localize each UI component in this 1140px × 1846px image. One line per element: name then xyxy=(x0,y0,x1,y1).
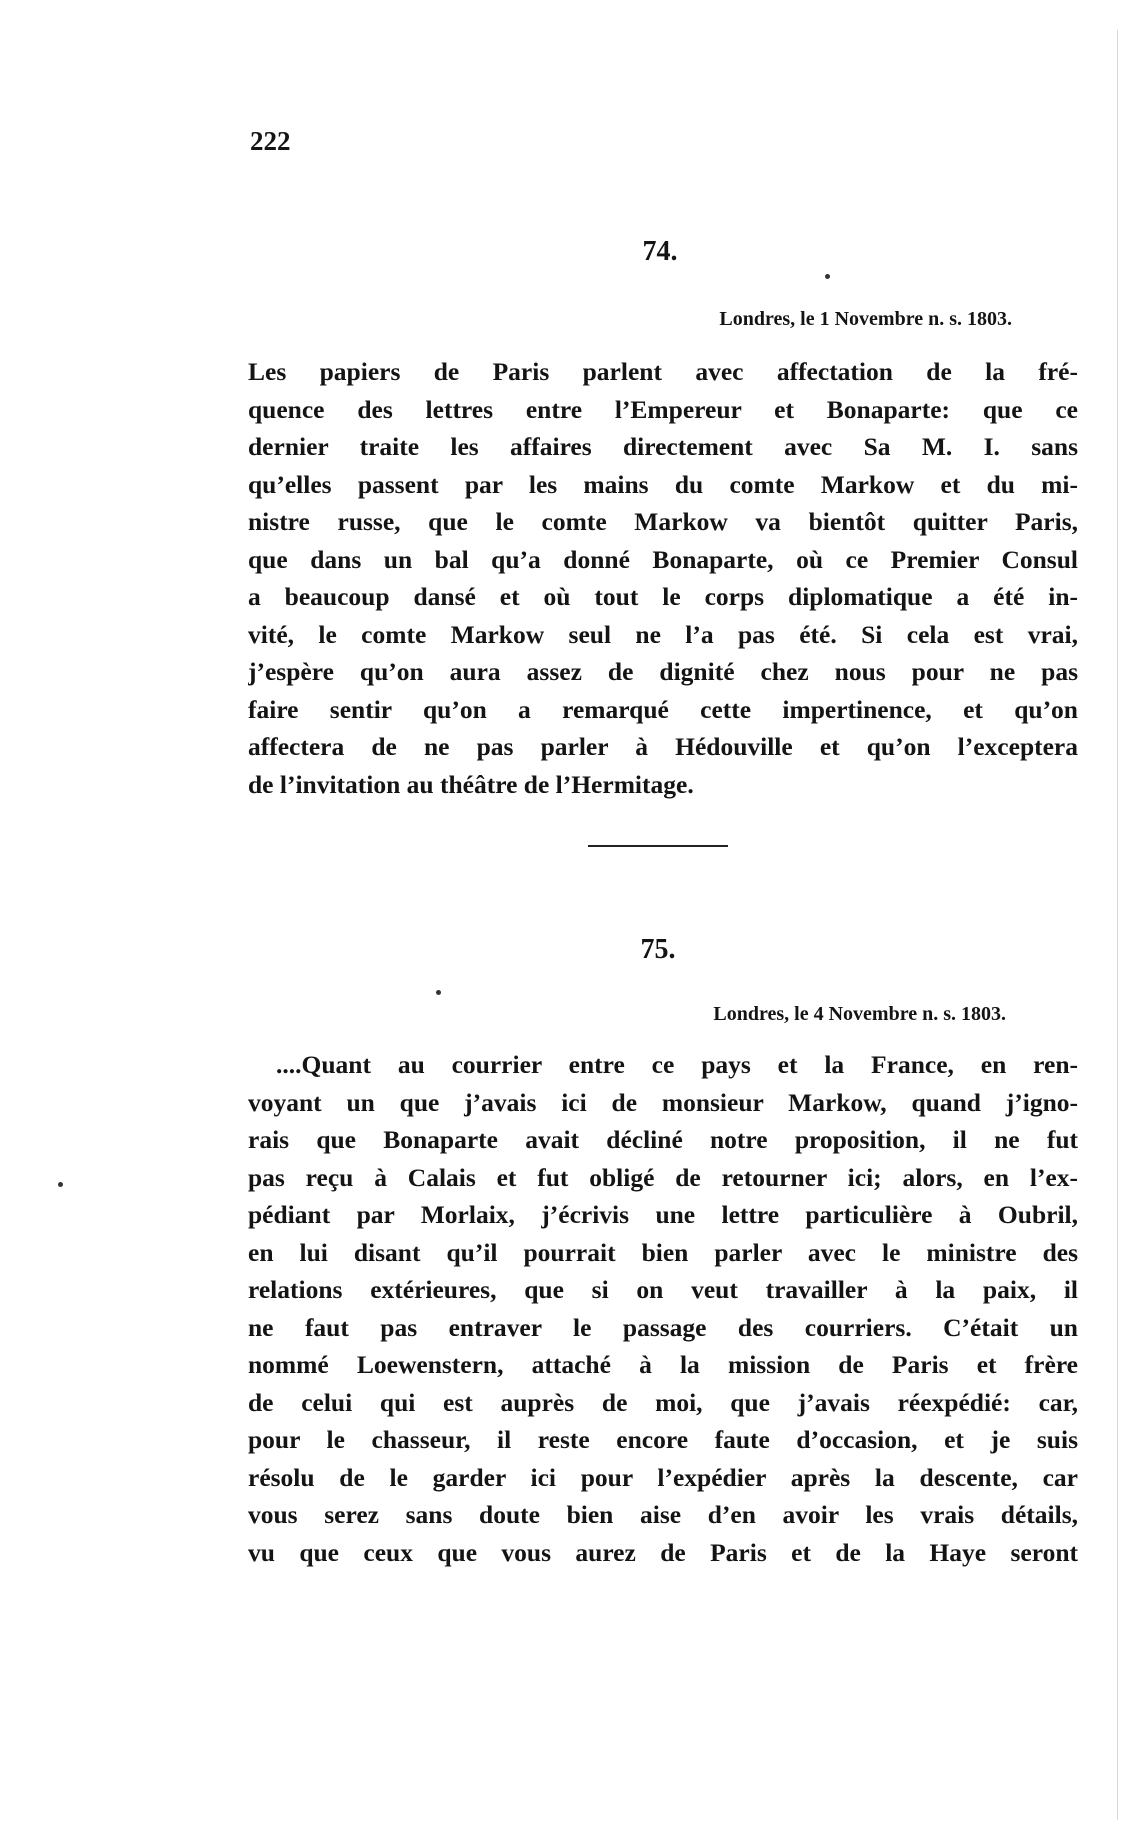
text-line: nistre russe, que le comte Markow va bientôt quitter Paris, xyxy=(248,507,1078,536)
text-line: qu’elles passent par les mains du comte Markow et du mi- xyxy=(248,469,1078,499)
text-line: vu que ceux que vous aurez de Paris et de la Haye seront xyxy=(248,1537,1078,1567)
print-speck xyxy=(825,274,830,279)
scan-edge xyxy=(1117,30,1118,1820)
text-line: Les papiers de Paris parlent avec affectation de la fré- xyxy=(248,357,1078,386)
print-speck xyxy=(436,990,441,995)
text-line: pas reçu à Calais et fut obligé de retourner ici; alors, en l’ex- xyxy=(248,1162,1078,1192)
text-line: que dans un bal qu’a donné Bonaparte, où ce Premier Consul xyxy=(248,544,1078,574)
letter-number-74: 74. xyxy=(642,236,678,267)
letter-75-body xyxy=(248,1046,1078,1571)
text-line: résolu de le garder ici pour l’expédier après la descente, car xyxy=(248,1462,1078,1492)
text-line: a beaucoup dansé et où tout le corps diplomatique a été in- xyxy=(248,582,1078,611)
letter-74-body xyxy=(248,353,1078,803)
text-line: de l’invitation au théâtre de l’Hermitage. xyxy=(248,769,694,799)
print-speck xyxy=(58,1182,63,1187)
text-line: ne faut pas entraver le passage des courriers. C’était un xyxy=(248,1312,1078,1342)
letter-number-75: 75. xyxy=(640,934,676,965)
text-line: affectera de ne pas parler à Hédouville et qu’on l’exceptera xyxy=(248,732,1078,761)
text-line: de celui qui est auprès de moi, que j’avais réexpédié: car, xyxy=(248,1387,1078,1417)
dateline-75: Londres, le 4 Novembre n. s. 1803. xyxy=(713,1003,1006,1025)
text-line: nommé Loewenstern, attaché à la mission de Paris et frère xyxy=(248,1350,1078,1379)
text-line: dernier traite les affaires directement avec Sa M. I. sans xyxy=(248,432,1078,461)
text-line: ....Quant au courrier entre ce pays et la France, en ren- xyxy=(276,1050,1078,1079)
text-line: faire sentir qu’on a remarqué cette impertinence, et qu’on xyxy=(248,694,1078,724)
text-line: en lui disant qu’il pourrait bien parler avec le ministre des xyxy=(248,1237,1078,1267)
text-line: j’espère qu’on aura assez de dignité chez nous pour ne pas xyxy=(248,657,1078,686)
text-line: vité, le comte Markow seul ne l’a pas été. Si cela est vrai, xyxy=(248,619,1078,649)
text-line: rais que Bonaparte avait décliné notre proposition, il ne fut xyxy=(248,1125,1078,1154)
section-divider xyxy=(588,845,728,847)
text-line: quence des lettres entre l’Empereur et Bonaparte: que ce xyxy=(248,394,1078,424)
text-line: relations extérieures, que si on veut travailler à la paix, il xyxy=(248,1275,1078,1304)
text-line: pour le chasseur, il reste encore faute d’occasion, et je suis xyxy=(248,1425,1078,1454)
text-line: pédiant par Morlaix, j’écrivis une lettre particulière à Oubril, xyxy=(248,1200,1078,1229)
dateline-74: Londres, le 1 Novembre n. s. 1803. xyxy=(719,308,1012,330)
page-number: 222 xyxy=(250,126,291,156)
text-line: voyant un que j’avais ici de monsieur Markow, quand j’igno- xyxy=(248,1087,1078,1117)
text-line: vous serez sans doute bien aise d’en avoir les vrais détails, xyxy=(248,1500,1078,1529)
